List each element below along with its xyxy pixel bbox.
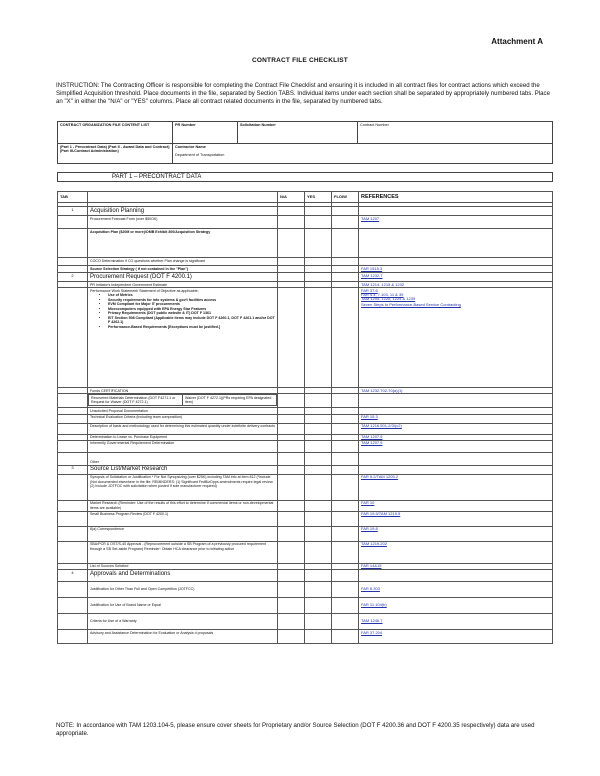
table-row [58, 229, 553, 258]
pr-number-label: PR Number [173, 122, 238, 144]
floiw-cell[interactable] [332, 423, 359, 434]
reference-link[interactable]: FAR 10 [361, 500, 375, 506]
section-row [58, 207, 553, 216]
section-row [58, 570, 553, 582]
col-floiw: FLOIW [332, 192, 359, 203]
item-text: COCO Determination if CO questions whether Plan change is significant [88, 258, 278, 266]
reference-link[interactable]: TAM 1207.5 [361, 440, 383, 446]
checklist-table [57, 191, 553, 644]
reference-link[interactable]: FAR 14&15 [361, 563, 382, 569]
item-text: Funds CERTIFICATION [88, 388, 278, 394]
yes-cell[interactable] [305, 614, 332, 630]
reference-link[interactable]: TAM 1219.202 [361, 541, 387, 547]
list-item: • Use of Metrics [108, 293, 275, 298]
table-row [58, 582, 553, 598]
list-item: • EIT Section 508 Compliant (Applicable items may include DOT F 4260.1, DOT F 4261.1 and/or DOT F 4262.1) [108, 316, 275, 325]
table-row [58, 394, 553, 408]
contractor-name-label: Contractor Name [175, 145, 206, 149]
floiw-cell[interactable] [332, 541, 359, 563]
na-cell[interactable] [278, 414, 305, 423]
item-text: Description of basis and methodology used for determining this estimated quantity under indefinite delivery contracts [88, 423, 278, 434]
yes-cell[interactable] [305, 541, 332, 563]
na-cell[interactable] [278, 440, 305, 452]
yes-cell[interactable] [305, 598, 332, 614]
table-row [58, 614, 553, 630]
yes-cell[interactable] [305, 229, 332, 258]
na-cell[interactable] [278, 474, 305, 500]
section-number: 3 [58, 465, 88, 474]
na-cell[interactable] [278, 452, 305, 465]
table-row [58, 414, 553, 423]
item-text: Determination to Lease vs. Purchase Equipment [88, 434, 278, 440]
reference-link[interactable]: FAR 37.204 [361, 629, 383, 635]
floiw-cell[interactable] [332, 258, 359, 266]
floiw-cell[interactable] [332, 394, 359, 408]
yes-cell[interactable] [305, 266, 332, 273]
item-text: Waiver (DOT F 4272.1)(PRs requiring EPA designated item) [183, 395, 277, 405]
section-title: Acquisition Planning [88, 207, 278, 216]
reference-link[interactable]: TAM 1232.7 [361, 272, 383, 278]
table-row [58, 598, 553, 614]
table-row [58, 541, 553, 563]
table-row [58, 511, 553, 526]
na-cell[interactable] [278, 526, 305, 541]
floiw-cell[interactable] [332, 511, 359, 526]
table-row [58, 630, 553, 644]
list-item: • Microcomputers equipped with EPA Energy Star Features [108, 307, 275, 312]
na-cell[interactable] [278, 288, 305, 388]
item-text: Performance Work Statement/ Statement of Objective as applicable: [90, 288, 199, 293]
item-text: Inherently Governmental Requirement Determination [88, 440, 278, 452]
na-cell[interactable] [278, 229, 305, 258]
item-text: Synopsis of Solicitation or Justification * For Not Synopsizing (over $25K) including TAM info at item 812 (*include (Not documented elsewhere in the file: REMINDERS: (1) Significant FedBizOpps amendments require legal review. (2) Include JOTFOC with solicitation when posted if sole manufacturer required) [88, 474, 278, 500]
col-tab: TAB [58, 192, 88, 203]
item-text: Technical Evaluation Criteria (including team composition) [88, 414, 278, 423]
section-row [58, 273, 553, 282]
table-row [58, 526, 553, 541]
section-title: Procurement Request (DOT F 4200.1) [88, 273, 278, 282]
org-file-label: CONTRACT ORGANIZATION FILE CONTENT LIST [58, 122, 173, 144]
list-item: • Performance-Based Requirements [Exceptions must be justified.] [108, 325, 275, 330]
na-cell[interactable] [278, 500, 305, 511]
yes-cell[interactable] [305, 288, 332, 388]
col-references: REFERENCES [359, 192, 553, 203]
na-cell[interactable] [278, 598, 305, 614]
table-row [58, 216, 553, 229]
reference-link[interactable]: FAR 15.3 [361, 414, 378, 420]
floiw-cell[interactable] [332, 414, 359, 423]
item-text: Unsolicited Proposal Documentation [88, 408, 278, 414]
reference-link[interactable]: FAR 1515.3 [361, 265, 383, 271]
item-text: SBA/PCR & OST/S-40 Approval - (Reprocurement outside a SB Program of a previously procured requirement through a SB Set-aside Program) Reminder: Obtain HCA clearance prior to initiating action [88, 541, 278, 563]
item-text: Recovered Materials Determination (DOT F4271.1 or Request for Waiver (DOT F 4272.1) [89, 395, 183, 405]
reference-link[interactable]: TAM 1207 [361, 215, 380, 221]
floiw-cell[interactable] [332, 598, 359, 614]
item-text: Acquisition Plan ($20M or more)/OMB Exhibit 300/Acquisition Strategy [88, 229, 278, 258]
yes-cell[interactable] [305, 258, 332, 266]
floiw-cell[interactable] [332, 452, 359, 465]
col-yes: YES [305, 192, 332, 203]
col-na: N/A [278, 192, 305, 203]
floiw-cell[interactable] [332, 266, 359, 273]
table-row [58, 452, 553, 465]
reference-link[interactable]: FAR 19.5/TAM 1219.5 [361, 511, 401, 517]
section-title: Source List/Market Research [88, 465, 278, 474]
item-text: 8(a) Correspondence [88, 526, 278, 541]
section-title: Approvals and Determinations [88, 570, 278, 582]
reference-link[interactable]: TAM 1214. 1215 & 1232 [361, 281, 405, 287]
floiw-cell[interactable] [332, 229, 359, 258]
section-number: 2 [58, 273, 88, 282]
item-text: PR Initiator's Independent Government Estimate [88, 282, 278, 288]
yes-cell[interactable] [305, 440, 332, 452]
requirements-list [90, 293, 275, 330]
reference-link[interactable]: FAR 6.303 [361, 586, 380, 592]
section-number: 4 [58, 570, 88, 582]
yes-cell[interactable] [305, 500, 332, 511]
contract-number-label: Contract Number [358, 122, 553, 144]
page-title: CONTRACT FILE CHECKLIST [252, 57, 348, 64]
reference-link[interactable]: FAR 37.6 [361, 287, 378, 293]
table-row [58, 258, 553, 266]
reference-link[interactable]: TAM 1232.702-70(a)(1) [361, 387, 403, 393]
na-cell[interactable] [278, 258, 305, 266]
table-row [58, 474, 553, 500]
na-cell[interactable] [278, 541, 305, 563]
na-cell[interactable] [278, 266, 305, 273]
part1-title: PART 1 – PRECONTRACT DATA [57, 172, 553, 182]
reference-link[interactable]: TAM 1216.501-2/3/(c2) [361, 423, 402, 429]
floiw-cell[interactable] [332, 500, 359, 511]
na-cell[interactable] [278, 394, 305, 408]
yes-cell[interactable] [305, 630, 332, 644]
floiw-cell[interactable] [332, 288, 359, 388]
table-row [58, 266, 553, 273]
department-label: Department of Transportation [175, 153, 225, 157]
yes-cell[interactable] [305, 423, 332, 434]
item-text: Advisory and Assistance Determination for Evaluation or Analysis d proposals [88, 630, 278, 644]
item-text: Other [88, 452, 278, 465]
table-row [58, 500, 553, 511]
col-blank [88, 192, 278, 203]
yes-cell[interactable] [305, 474, 332, 500]
na-cell[interactable] [278, 614, 305, 630]
na-cell[interactable] [278, 216, 305, 229]
item-text: Justification for Other Than Full and Open Competition (JOTFCC) [88, 582, 278, 598]
section-number: 1 [58, 207, 88, 216]
reference-link[interactable]: FAR 19.8 [361, 526, 378, 532]
floiw-cell[interactable] [332, 614, 359, 630]
floiw-cell[interactable] [332, 582, 359, 598]
yes-cell[interactable] [305, 216, 332, 229]
reference-link[interactable]: TAM 1246.7 [361, 618, 383, 624]
na-cell[interactable] [278, 630, 305, 644]
table-row [58, 288, 553, 388]
reference-link[interactable]: TAM 1207.5 [361, 434, 383, 440]
item-text: Source Selection Strategy ( if not contained in the "Plan") [88, 266, 278, 273]
table-row [58, 440, 553, 452]
floiw-cell[interactable] [332, 474, 359, 500]
part1-label: (Part 1 - Precontract Data) (Part II - Award Data and Contract) [60, 145, 170, 149]
na-cell[interactable] [278, 511, 305, 526]
yes-cell[interactable] [305, 526, 332, 541]
floiw-cell[interactable] [332, 630, 359, 644]
item-text: Criteria for Use of a Warranty [88, 614, 278, 630]
item-text: List of Sources Solicited [88, 563, 278, 569]
na-cell[interactable] [278, 423, 305, 434]
part3-label: (Part III-Contract Administration) [60, 149, 119, 153]
yes-cell[interactable] [305, 414, 332, 423]
section-row [58, 465, 553, 474]
solicitation-number-label: Solicitation Number [238, 122, 358, 144]
reference-link[interactable]: FAR 11.104(b) [361, 602, 387, 608]
yes-cell[interactable] [305, 394, 332, 408]
floiw-cell[interactable] [332, 526, 359, 541]
item-text: Justification for Use of Brand Name or Equal [88, 598, 278, 614]
header-table [57, 121, 553, 164]
yes-cell[interactable] [305, 452, 332, 465]
item-text: Small Business Program Review (DOT F 4200.1) [88, 511, 278, 526]
floiw-cell[interactable] [332, 440, 359, 452]
reference-link[interactable]: Seven Steps to Performance-Based Service Contracting [361, 302, 461, 308]
column-header-row [58, 192, 553, 203]
reference-link[interactable]: FAR 5.2/TAM 1205.2 [361, 474, 399, 480]
na-cell[interactable] [278, 582, 305, 598]
item-text: Market Research (Reminder: Use of the results of this effort to determine if commercial items or non-developmental items are available) [88, 500, 278, 511]
attachment-label: Attachment A [491, 37, 543, 46]
yes-cell[interactable] [305, 511, 332, 526]
table-row [58, 423, 553, 434]
yes-cell[interactable] [305, 582, 332, 598]
instruction-text: INSTRUCTION: The Contracting Officer is responsible for completing the Contract File Checklist and ensuring it is included in all contract files for contract actions which exceed the Simplified Acquisition threshold. Place documents in the file, separated by Section TABS. Individual items under each section shall be separated by appropriately numbered tabs. Place an "X" in either the "N/A" or "YES" columns. Place all contract related documents in the file, separated by numbered tabs. [56, 82, 550, 106]
contractor-cell [173, 144, 553, 164]
reference-link[interactable]: FAR 4.4, 7.103, 11 & 39 [361, 291, 404, 297]
list-item: • Privacy Requirements (DOT public website & IT) DOT F 1361 [108, 311, 275, 316]
footer-note: NOTE: In accordance with TAM 1203.104-5, please ensure cover sheets for Proprietary and/or Source Selection (DOT F 4200.36 and DOT F 4200.35 respectively) data are used appropriate. [56, 722, 535, 738]
list-item: • EVM Compliant for Major IT procurements [108, 302, 275, 307]
item-text: Procurement Forecast Form (over $50OK) [88, 216, 278, 229]
part-labels [58, 144, 173, 164]
reference-link[interactable]: TAM 1204, 1220, 1224 & 1239 [361, 296, 416, 302]
floiw-cell[interactable] [332, 216, 359, 229]
list-item: • Security requirements for info systems & gov't facilities access [108, 298, 275, 303]
